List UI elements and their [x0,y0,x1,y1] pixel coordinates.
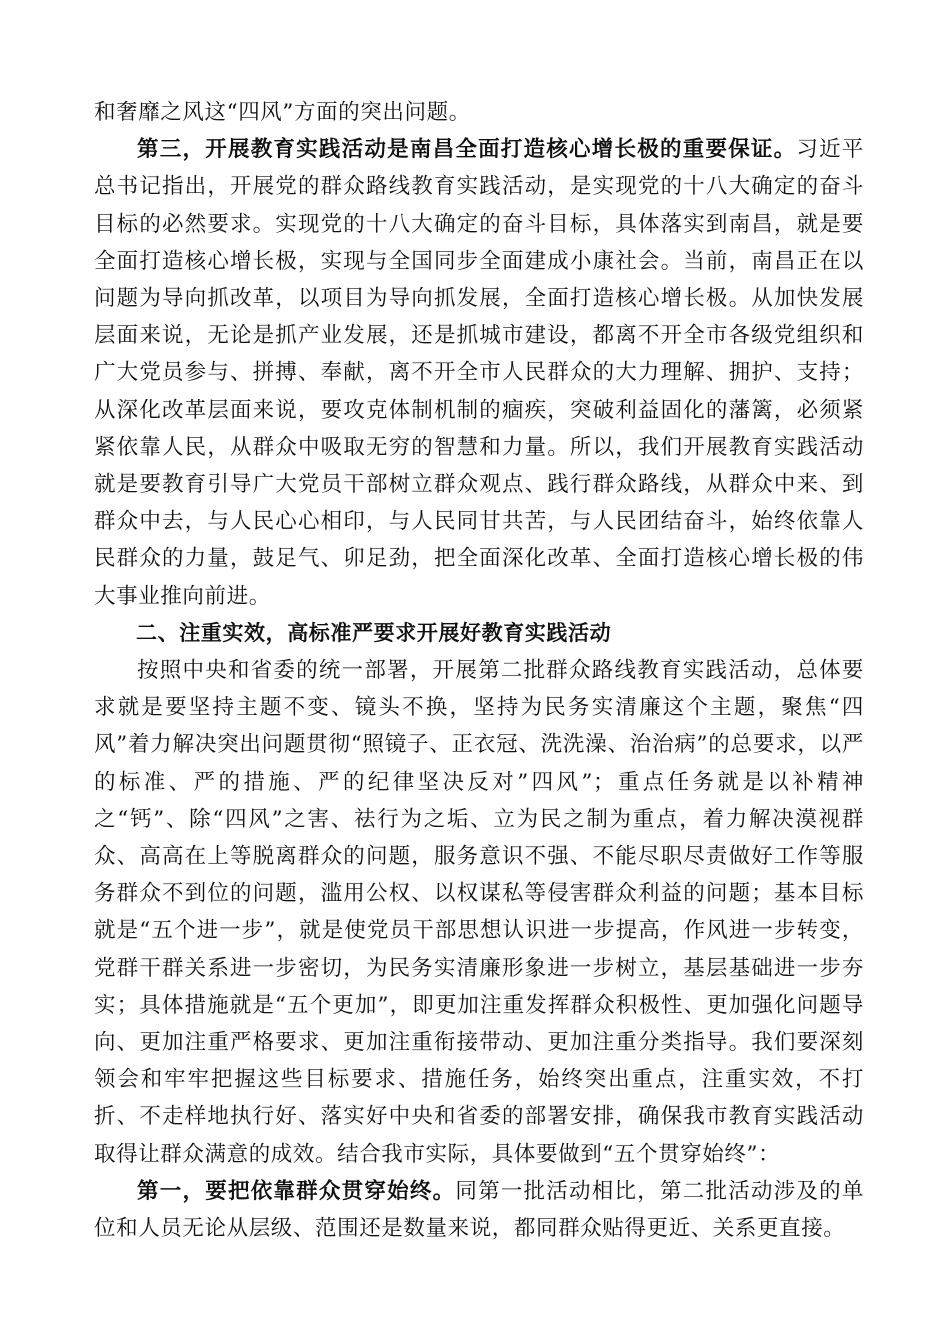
paragraph-first-point [94,1173,864,1247]
section-heading: 二、注重实效，高标准严要求开展好教育实践活动 [136,620,612,645]
continuation-paragraph: 和奢靡之风这“四风”方面的突出问题。 [94,100,471,125]
paragraph-section-two: 按照中央和省委的统一部署，开展第二批群众路线教育实践活动，总体要求就是要坚持主题不变、镜头不换，坚持为民务实清廉这个主题，聚焦“四风”着力解决突出问题贯彻“照镜子、正衣冠、洗洗澡、治治病”的总要求，以严的标准、严的措施、严的纪律坚决反对”四风”；重点任务就是以补精神之“钙”、除“四风”之害、祛行为之垢、立为民之制为重点，着力解决漠视群众、高高在上等脱离群众的问题，服务意识不强、不能尽职尽责做好工作等服务群众不到位的问题，滥用公权、以权谋私等侵害群众利益的问题；基本目标就是“五个进一步”，就是使党员干部思想认识进一步提高，作风进一步转变，党群干群关系进一步密切，为民务实清廉形象进一步树立，基层基础进一步夯实；具体措施就是“五个更加”，即更加注重发挥群众积极性、更加强化问题导向、更加注重严格要求、更加注重衔接带动、更加注重分类指导。我们要深刻领会和牢牢把握这些目标要求、措施任务，始终突出重点，注重实效，不打折、不走样地执行好、落实好中央和省委的部署安排，确保我市教育实践活动取得让群众满意的成效。结合我市实际，具体要做到“五个贯穿始终”： [94,658,864,1167]
paragraph-body-text: 同第一批活动相比，第二批活动涉及的单位和人员无论从层级、范围还是数量来说，都同群众贴得更近、关系更直接。 [94,1178,864,1242]
document-body [94,94,864,1247]
paragraph-lead-bold: 第一，要把依靠群众贯穿始终。 [137,1178,456,1204]
paragraph-lead-bold: 第三，开展教育实践活动是南昌全面打造核心增长极的重要保证。 [137,137,797,163]
paragraph-third-point [94,131,864,615]
paragraph-body-text: 习近平总书记指出，开展党的群众路线教育实践活动，是实现党的十八大确定的奋斗目标的必然要求。实现党的十八大确定的奋斗目标，具体落实到南昌，就是要全面打造核心增长极，实现与全国同步全面建成小康社会。当前，南昌正在以问题为导向抓改革，以项目为导向抓发展，全面打造核心增长极。从加快发展层面来说，无论是抓产业发展，还是抓城市建设，都离不开全市各级党组织和广大党员参与、拼搏、奉献，离不开全市人民群众的大力理解、拥护、支持；从深化改革层面来说，要攻克体制机制的痼疾，突破利益固化的藩篱，必须紧紧依靠人民，从群众中吸取无穷的智慧和力量。所以，我们开展教育实践活动就是要教育引导广大党员干部树立群众观点、践行群众路线，从群众中来、到群众中去，与人民心心相印，与人民同甘共苦，与人民团结奋斗，始终依靠人民群众的力量，鼓足气、卯足劲，把全面深化改革、全面打造核心增长极的伟大事业推向前进。 [94,137,864,609]
